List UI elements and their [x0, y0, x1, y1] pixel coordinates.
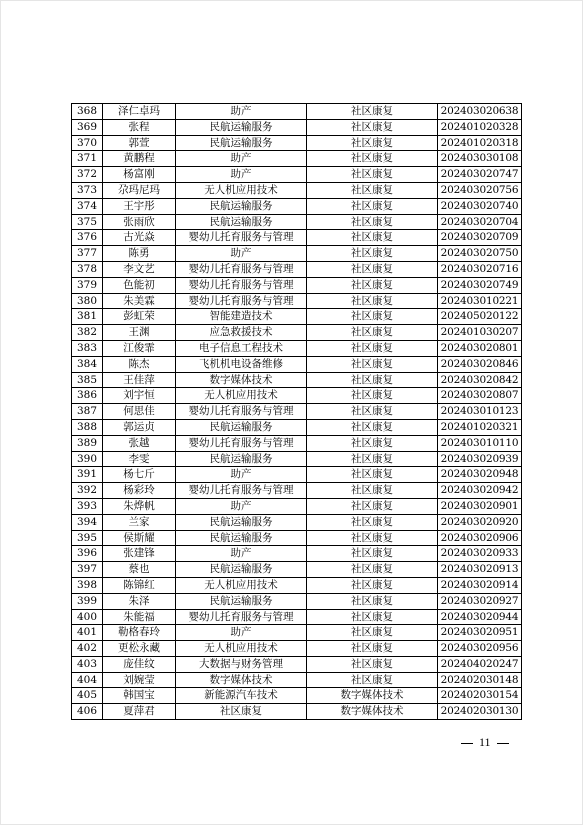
student-name-cell: 张程: [103, 119, 176, 135]
row-number-cell: 387: [72, 404, 103, 420]
table-row: [72, 104, 522, 120]
student-id-cell: 202404020247: [438, 656, 522, 672]
original-major-cell: 助产: [176, 246, 307, 262]
student-name-cell: 江俊霏: [103, 340, 176, 356]
target-major-cell: 数字媒体技术: [307, 688, 438, 704]
student-name-cell: 何思佳: [103, 404, 176, 420]
original-major-cell: 助产: [176, 467, 307, 483]
student-id-cell: 202403020939: [438, 451, 522, 467]
table-row: [72, 672, 522, 688]
target-major-cell: 社区康复: [307, 641, 438, 657]
student-name-cell: 黄鹏程: [103, 151, 176, 167]
student-transfer-table: [71, 103, 522, 720]
table-row: [72, 135, 522, 151]
row-number-cell: 372: [72, 167, 103, 183]
table-body: [72, 104, 522, 720]
table-row: [72, 530, 522, 546]
row-number-cell: 382: [72, 325, 103, 341]
student-name-cell: 兰家: [103, 514, 176, 530]
original-major-cell: 无人机应用技术: [176, 641, 307, 657]
target-major-cell: 社区康复: [307, 546, 438, 562]
original-major-cell: 婴幼儿托育服务与管理: [176, 435, 307, 451]
student-id-cell: 202403020913: [438, 562, 522, 578]
table-row: [72, 625, 522, 641]
student-id-cell: 202403020709: [438, 230, 522, 246]
table-row: [72, 230, 522, 246]
student-id-cell: 202401020318: [438, 135, 522, 151]
original-major-cell: 无人机应用技术: [176, 577, 307, 593]
target-major-cell: 社区康复: [307, 577, 438, 593]
student-name-cell: 韩国宝: [103, 688, 176, 704]
row-number-cell: 405: [72, 688, 103, 704]
student-name-cell: 杨彩玲: [103, 483, 176, 499]
row-number-cell: 401: [72, 625, 103, 641]
row-number-cell: 394: [72, 514, 103, 530]
student-id-cell: 202403010221: [438, 293, 522, 309]
student-name-cell: 庞佳纹: [103, 656, 176, 672]
row-number-cell: 395: [72, 530, 103, 546]
row-number-cell: 378: [72, 261, 103, 277]
student-id-cell: 202403010123: [438, 404, 522, 420]
original-major-cell: 民航运输服务: [176, 451, 307, 467]
student-name-cell: 古光焱: [103, 230, 176, 246]
target-major-cell: 社区康复: [307, 230, 438, 246]
target-major-cell: 社区康复: [307, 277, 438, 293]
student-name-cell: 王宇彤: [103, 198, 176, 214]
target-major-cell: 社区康复: [307, 119, 438, 135]
row-number-cell: 398: [72, 577, 103, 593]
student-id-cell: 202402030130: [438, 704, 522, 720]
student-name-cell: 更松永藏: [103, 641, 176, 657]
target-major-cell: 社区康复: [307, 419, 438, 435]
original-major-cell: 民航运输服务: [176, 593, 307, 609]
student-name-cell: 陈锦红: [103, 577, 176, 593]
table-row: [72, 119, 522, 135]
target-major-cell: 社区康复: [307, 198, 438, 214]
student-id-cell: 202403020801: [438, 340, 522, 356]
student-name-cell: 朱能福: [103, 609, 176, 625]
table-row: [72, 419, 522, 435]
student-id-cell: 202403020948: [438, 467, 522, 483]
page-footer: [455, 735, 515, 750]
student-name-cell: 蔡也: [103, 562, 176, 578]
student-id-cell: 202403020747: [438, 167, 522, 183]
student-name-cell: 郭运贞: [103, 419, 176, 435]
table-row: [72, 167, 522, 183]
original-major-cell: 婴幼儿托育服务与管理: [176, 277, 307, 293]
table-row: [72, 704, 522, 720]
page-number: 11: [479, 735, 491, 749]
student-name-cell: 杨七斤: [103, 467, 176, 483]
target-major-cell: 社区康复: [307, 261, 438, 277]
original-major-cell: 电子信息工程技术: [176, 340, 307, 356]
table-row: [72, 546, 522, 562]
student-id-cell: 202403020807: [438, 388, 522, 404]
original-major-cell: 助产: [176, 625, 307, 641]
student-name-cell: 朱烨帆: [103, 498, 176, 514]
original-major-cell: 助产: [176, 167, 307, 183]
student-name-cell: 张雨欣: [103, 214, 176, 230]
original-major-cell: 婴幼儿托育服务与管理: [176, 404, 307, 420]
target-major-cell: 社区康复: [307, 656, 438, 672]
student-name-cell: 郭萱: [103, 135, 176, 151]
student-id-cell: 202403020914: [438, 577, 522, 593]
student-id-cell: 202403020927: [438, 593, 522, 609]
student-id-cell: 202403020906: [438, 530, 522, 546]
student-id-cell: 202403020749: [438, 277, 522, 293]
table-row: [72, 514, 522, 530]
table-row: [72, 293, 522, 309]
student-name-cell: 陈杰: [103, 356, 176, 372]
table-row: [72, 498, 522, 514]
original-major-cell: 社区康复: [176, 704, 307, 720]
student-name-cell: 王佳萍: [103, 372, 176, 388]
student-name-cell: 张越: [103, 435, 176, 451]
original-major-cell: 大数据与财务管理: [176, 656, 307, 672]
row-number-cell: 404: [72, 672, 103, 688]
student-name-cell: 刘婉莹: [103, 672, 176, 688]
table-row: [72, 182, 522, 198]
table-row: [72, 562, 522, 578]
target-major-cell: 社区康复: [307, 404, 438, 420]
target-major-cell: 社区康复: [307, 104, 438, 120]
student-name-cell: 李文艺: [103, 261, 176, 277]
original-major-cell: 民航运输服务: [176, 562, 307, 578]
row-number-cell: 406: [72, 704, 103, 720]
student-id-cell: 202403010110: [438, 435, 522, 451]
target-major-cell: 社区康复: [307, 325, 438, 341]
table-row: [72, 198, 522, 214]
student-name-cell: 侯斯耀: [103, 530, 176, 546]
student-name-cell: 朱美霖: [103, 293, 176, 309]
original-major-cell: 无人机应用技术: [176, 182, 307, 198]
original-major-cell: 民航运输服务: [176, 198, 307, 214]
target-major-cell: 社区康复: [307, 625, 438, 641]
table-row: [72, 214, 522, 230]
original-major-cell: 民航运输服务: [176, 419, 307, 435]
target-major-cell: 社区康复: [307, 182, 438, 198]
table-row: [72, 277, 522, 293]
target-major-cell: 数字媒体技术: [307, 704, 438, 720]
row-number-cell: 389: [72, 435, 103, 451]
target-major-cell: 社区康复: [307, 151, 438, 167]
student-name-cell: 王渊: [103, 325, 176, 341]
student-id-cell: 202401020328: [438, 119, 522, 135]
table-row: [72, 483, 522, 499]
row-number-cell: 374: [72, 198, 103, 214]
table-row: [72, 372, 522, 388]
target-major-cell: 社区康复: [307, 356, 438, 372]
original-major-cell: 婴幼儿托育服务与管理: [176, 609, 307, 625]
table-row: [72, 609, 522, 625]
original-major-cell: 助产: [176, 104, 307, 120]
target-major-cell: 社区康复: [307, 135, 438, 151]
table-row: [72, 261, 522, 277]
student-id-cell: 202403030108: [438, 151, 522, 167]
target-major-cell: 社区康复: [307, 246, 438, 262]
row-number-cell: 375: [72, 214, 103, 230]
target-major-cell: 社区康复: [307, 167, 438, 183]
student-name-cell: 李雯: [103, 451, 176, 467]
student-id-cell: 202402030154: [438, 688, 522, 704]
target-major-cell: 社区康复: [307, 593, 438, 609]
student-id-cell: 202403020901: [438, 498, 522, 514]
student-id-cell: 202403020846: [438, 356, 522, 372]
row-number-cell: 369: [72, 119, 103, 135]
original-major-cell: 新能源汽车技术: [176, 688, 307, 704]
row-number-cell: 403: [72, 656, 103, 672]
table-row: [72, 451, 522, 467]
target-major-cell: 社区康复: [307, 388, 438, 404]
student-name-cell: 杨富刚: [103, 167, 176, 183]
target-major-cell: 社区康复: [307, 514, 438, 530]
table-row: [72, 325, 522, 341]
target-major-cell: 社区康复: [307, 498, 438, 514]
row-number-cell: 388: [72, 419, 103, 435]
row-number-cell: 380: [72, 293, 103, 309]
row-number-cell: 373: [72, 182, 103, 198]
table-row: [72, 340, 522, 356]
row-number-cell: 368: [72, 104, 103, 120]
student-name-cell: 刘宇恒: [103, 388, 176, 404]
student-name-cell: 色能初: [103, 277, 176, 293]
row-number-cell: 370: [72, 135, 103, 151]
target-major-cell: 社区康复: [307, 672, 438, 688]
student-id-cell: 202403020942: [438, 483, 522, 499]
original-major-cell: 民航运输服务: [176, 214, 307, 230]
target-major-cell: 社区康复: [307, 214, 438, 230]
row-number-cell: 392: [72, 483, 103, 499]
original-major-cell: 民航运输服务: [176, 514, 307, 530]
row-number-cell: 397: [72, 562, 103, 578]
target-major-cell: 社区康复: [307, 562, 438, 578]
row-number-cell: 383: [72, 340, 103, 356]
student-name-cell: 张建锋: [103, 546, 176, 562]
original-major-cell: 民航运输服务: [176, 119, 307, 135]
row-number-cell: 399: [72, 593, 103, 609]
row-number-cell: 376: [72, 230, 103, 246]
student-name-cell: 泽仁卓玛: [103, 104, 176, 120]
student-name-cell: 勒格春玲: [103, 625, 176, 641]
row-number-cell: 381: [72, 309, 103, 325]
table-row: [72, 388, 522, 404]
row-number-cell: 391: [72, 467, 103, 483]
row-number-cell: 390: [72, 451, 103, 467]
target-major-cell: 社区康复: [307, 435, 438, 451]
student-id-cell: 202403020716: [438, 261, 522, 277]
row-number-cell: 393: [72, 498, 103, 514]
original-major-cell: 民航运输服务: [176, 530, 307, 546]
student-id-cell: 202403020756: [438, 182, 522, 198]
student-id-cell: 202403020740: [438, 198, 522, 214]
student-id-cell: 202401030207: [438, 325, 522, 341]
row-number-cell: 379: [72, 277, 103, 293]
row-number-cell: 385: [72, 372, 103, 388]
original-major-cell: 飞机机电设备维修: [176, 356, 307, 372]
student-id-cell: 202405020122: [438, 309, 522, 325]
target-major-cell: 社区康复: [307, 483, 438, 499]
original-major-cell: 民航运输服务: [176, 135, 307, 151]
student-id-cell: 202402030148: [438, 672, 522, 688]
original-major-cell: 婴幼儿托育服务与管理: [176, 293, 307, 309]
target-major-cell: 社区康复: [307, 293, 438, 309]
original-major-cell: 助产: [176, 151, 307, 167]
original-major-cell: 数字媒体技术: [176, 372, 307, 388]
student-id-cell: 202403020704: [438, 214, 522, 230]
row-number-cell: 396: [72, 546, 103, 562]
student-name-cell: 朱泽: [103, 593, 176, 609]
table-row: [72, 593, 522, 609]
table-row: [72, 435, 522, 451]
student-id-cell: 202403020933: [438, 546, 522, 562]
row-number-cell: 402: [72, 641, 103, 657]
student-name-cell: 夏萍君: [103, 704, 176, 720]
student-id-cell: 202403020750: [438, 246, 522, 262]
row-number-cell: 371: [72, 151, 103, 167]
original-major-cell: 无人机应用技术: [176, 388, 307, 404]
original-major-cell: 数字媒体技术: [176, 672, 307, 688]
student-id-cell: 202403020638: [438, 104, 522, 120]
original-major-cell: 智能建造技术: [176, 309, 307, 325]
table-row: [72, 656, 522, 672]
target-major-cell: 社区康复: [307, 372, 438, 388]
student-id-cell: 202403020951: [438, 625, 522, 641]
row-number-cell: 400: [72, 609, 103, 625]
original-major-cell: 应急救援技术: [176, 325, 307, 341]
target-major-cell: 社区康复: [307, 340, 438, 356]
original-major-cell: 助产: [176, 498, 307, 514]
table-row: [72, 577, 522, 593]
student-id-cell: 202403020944: [438, 609, 522, 625]
row-number-cell: 384: [72, 356, 103, 372]
target-major-cell: 社区康复: [307, 309, 438, 325]
row-number-cell: 377: [72, 246, 103, 262]
target-major-cell: 社区康复: [307, 467, 438, 483]
footer-dash-left: [461, 743, 473, 744]
table-row: [72, 246, 522, 262]
target-major-cell: 社区康复: [307, 609, 438, 625]
table-row: [72, 641, 522, 657]
original-major-cell: 婴幼儿托育服务与管理: [176, 483, 307, 499]
student-name-cell: 尕玛尼玛: [103, 182, 176, 198]
table-row: [72, 404, 522, 420]
table-row: [72, 309, 522, 325]
table-row: [72, 356, 522, 372]
student-name-cell: 陈勇: [103, 246, 176, 262]
target-major-cell: 社区康复: [307, 451, 438, 467]
student-id-cell: 202403020920: [438, 514, 522, 530]
original-major-cell: 助产: [176, 546, 307, 562]
student-id-cell: 202401020321: [438, 419, 522, 435]
original-major-cell: 婴幼儿托育服务与管理: [176, 261, 307, 277]
original-major-cell: 婴幼儿托育服务与管理: [176, 230, 307, 246]
row-number-cell: 386: [72, 388, 103, 404]
footer-dash-right: [497, 743, 509, 744]
table-row: [72, 151, 522, 167]
table-row: [72, 688, 522, 704]
student-name-cell: 彭虹荣: [103, 309, 176, 325]
student-id-cell: 202403020842: [438, 372, 522, 388]
target-major-cell: 社区康复: [307, 530, 438, 546]
table-row: [72, 467, 522, 483]
student-id-cell: 202403020956: [438, 641, 522, 657]
